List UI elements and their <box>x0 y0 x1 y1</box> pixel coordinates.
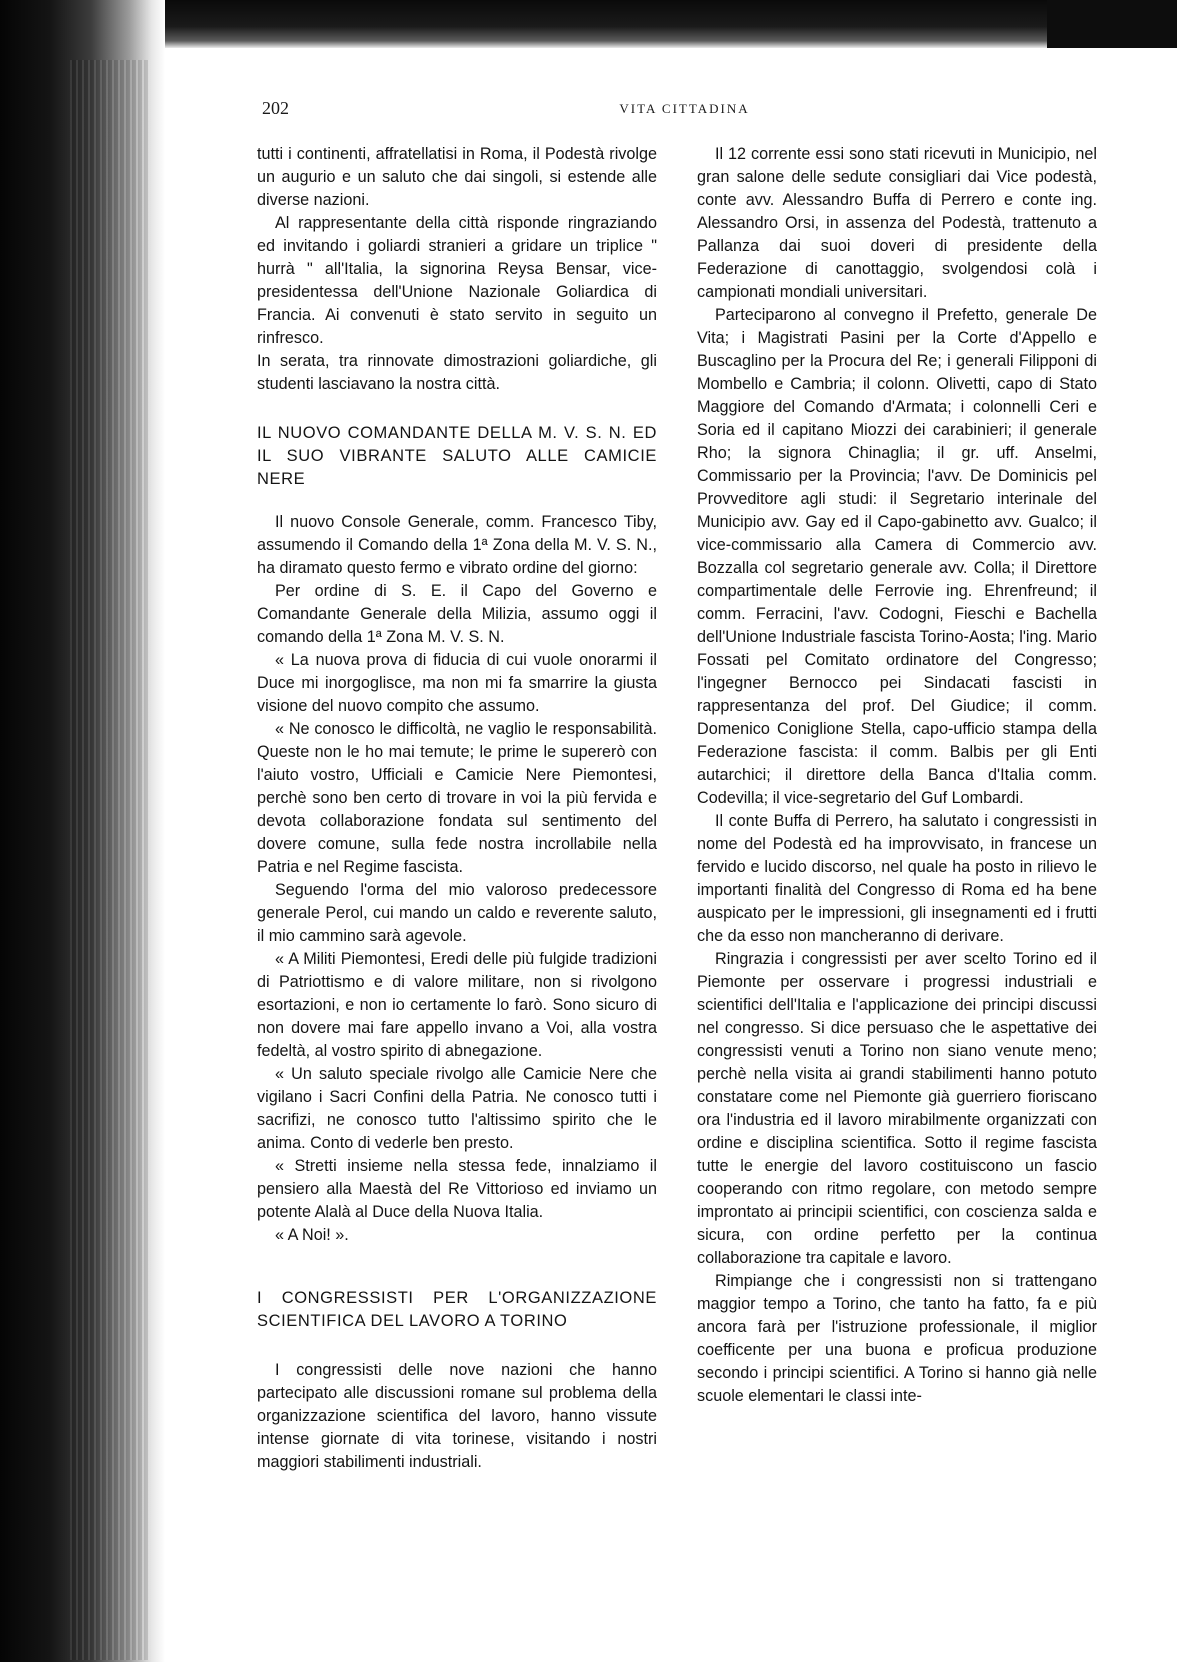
running-header <box>262 98 1107 124</box>
paragraph: Per ordine di S. E. il Capo del Governo e Comandante Generale della Milizia, assumo oggi il comando della 1ª Zona M. V. S. N. <box>257 582 657 646</box>
paragraph: « Un saluto speciale rivolgo alle Camicie Nere che vigilano i Sacri Confini della Patria. Ne conosco tutti i sacrifizi, ne conosco tutto l'altissimo spirito che le anima. Conto di vederle ben presto. <box>257 1065 657 1152</box>
paragraph: « La nuova prova di fiducia di cui vuole onorarmi il Duce mi inorgoglisce, ma non mi fa smarrire la giusta visione del nuovo compito che assumo. <box>257 651 657 715</box>
paragraph: I congressisti delle nove nazioni che hanno partecipato alle discussioni romane sul problema della organizzazione scientifica del lavoro, hanno vissute intense giornate di vita torinese, visitando i nostri maggiori stabilimenti industriali. <box>257 1361 657 1471</box>
paragraph: « A Noi! ». <box>275 1226 349 1244</box>
page-number: 202 <box>262 98 289 118</box>
paragraph: Ringrazia i congressisti per aver scelto Torino ed il Piemonte per osservare i progressi industriali e scientifici dell'Italia e l'applicazione dei principi discussi nel congresso. Si dice persuaso che le aspettative dei congressisti venuti a Torino non siano venute meno; perchè nella visita ai grandi stabilimenti hanno potuto constatare come nel Piemonte già guerriero fioriscano ora l'industria ed il lavoro mirabilmente organizzati con ordine e disciplina scientifica. Sotto il regime fascista tutte le energie del lavoro costituiscono un fascio cooperando con ritmo regolare, con metodo sempre improntato ai principii scientifici, con coscienza salda e sicura, con ordine perfetto per la continua collaborazione tra capitale e lavoro. <box>697 950 1097 1267</box>
section-heading: IL NUOVO COMANDANTE DELLA M. V. S. N. ED IL SUO VIBRANTE SALUTO ALLE CAMICIE NERE <box>257 424 657 488</box>
paragraph: Parteciparono al convegno il Prefetto, generale De Vita; i Magistrati Pasini per la Corte d'Appello e Buscaglino per la Procura del Re; i generali Filipponi di Mombello e Cambria; il colonn. Olivetti, capo di Stato Maggiore del Comando d'Armata; i colonnelli Ceri e Soria ed il capitano Miozzi dei carabinieri; il generale Rho; la signora Chinaglia; il gr. uff. Anselmi, Commissario per la Provincia; l'avv. De Dominicis pel Provveditore agli studi: il Segretario interinale del Municipio avv. Gay ed il Capo-gabinetto avv. Gualco; il vice-commissario alla Camera di Commercio avv. Bozzalla col segretario generale avv. Colla; il Direttore compartimentale delle Ferrovie ing. Ehrenfreund; il comm. Ferracini, l'avv. Codogni, Fieschi e Bachella dell'Unione Industriale fascista Torino-Aosta; l'ing. Mario Fossati pel Comitato ordinatore del Congresso; l'ingegner Bernocco pei Sindacati fascisti in rappresentanza del prof. Del Giudice; il comm. Domenico Coniglione Stella, capo-ufficio stampa della Federazione fascista: il comm. Balbis per gli Enti autarchici; il direttore della Banca d'Italia comm. Codevilla; il vice-segretario del Guf Lombardi. <box>697 306 1097 807</box>
paragraph: In serata, tra rinnovate dimostrazioni goliardiche, gli studenti lasciavano la nostra città. <box>257 352 657 393</box>
paragraph: tutti i continenti, affratellatisi in Roma, il Podestà rivolge un augurio e un saluto che dai singoli, si estende alle diverse nazioni. <box>257 145 657 209</box>
paragraph: Il 12 corrente essi sono stati ricevuti in Municipio, nel gran salone delle sedute consigliari dai Vice podestà, conte avv. Alessandro Buffa di Perrero e conte ing. Alessandro Orsi, in assenza del Podestà, trattenuto a Pallanza dai suoi doveri di presidente della Federazione di canottaggio, svolgendosi colà i campionati mondiali universitari. <box>697 145 1097 301</box>
paragraph: Il conte Buffa di Perrero, ha salutato i congressisti in nome del Podestà ed ha improvvisato, in francese un fervido e lucido discorso, nel quale ha posto in rilievo le importanti finalità del Congresso di Roma ed ha bene auspicato per le impressioni, gli insegnamenti ed i frutti che da esso non mancheranno di derivare. <box>697 812 1097 945</box>
paragraph: « Stretti insieme nella stessa fede, innalziamo il pensiero alla Maestà del Re Vittorioso ed inviamo un potente Alalà al Duce della Nuova Italia. <box>257 1157 657 1221</box>
paragraph: Il nuovo Console Generale, comm. Francesco Tiby, assumendo il Comando della 1ª Zona della M. V. S. N., ha diramato questo fermo e vibrato ordine del giorno: <box>257 513 657 577</box>
paragraph: « A Militi Piemontesi, Eredi delle più fulgide tradizioni di Patriottismo e di valore militare, non si rivolgono esortazioni, e non io certamente lo farò. Sono sicuro di non dovere mai fare appello invano a Voi, alla vostra fedeltà, al vostro spirito di abnegazione. <box>257 950 657 1060</box>
section-heading: I CONGRESSISTI PER L'ORGANIZZAZIONE SCIENTIFICA DEL LAVORO A TORINO <box>257 1289 657 1330</box>
running-title: VITA CITTADINA <box>619 101 750 116</box>
paragraph: Seguendo l'orma del mio valoroso predecessore generale Perol, cui mando un caldo e reverente saluto, il mio cammino sarà agevole. <box>257 881 657 945</box>
right-column <box>697 143 1097 1408</box>
left-column <box>257 143 657 1474</box>
document-page <box>165 48 1177 1662</box>
scan-edge-top <box>0 0 1177 48</box>
page-stack-edges <box>70 60 150 1660</box>
paragraph: « Ne conosco le difficoltà, ne vaglio le responsabilità. Queste non le ho mai temute; le prime le supererò con l'aiuto vostro, Ufficiali e Camicie Nere Piemontesi, perchè sono ben certo di trovare in voi la più fervida e devota collaborazione fondata sul sentimento del dovere comune, sulla fede nostra incrollabile nella Patria e nel Regime fascista. <box>257 720 657 876</box>
paragraph: Rimpiange che i congressisti non si trattengano maggior tempo a Torino, che tanto ha fatto, fa e più ancora farà per l'istruzione professionale, il miglior coefficente per una buona e proficua produzione secondo i principi scientifici. A Torino si hanno già nelle scuole elementari le classi inte- <box>697 1272 1097 1405</box>
paragraph: Al rappresentante della città risponde ringraziando ed invitando i goliardi stranieri a gridare un triplice " hurrà " all'Italia, la signorina Reysa Bensar, vice-presidentessa dell'Unione Nazionale Goliardica di Francia. Ai convenuti è stato servito in seguito un rinfresco. <box>257 214 657 347</box>
